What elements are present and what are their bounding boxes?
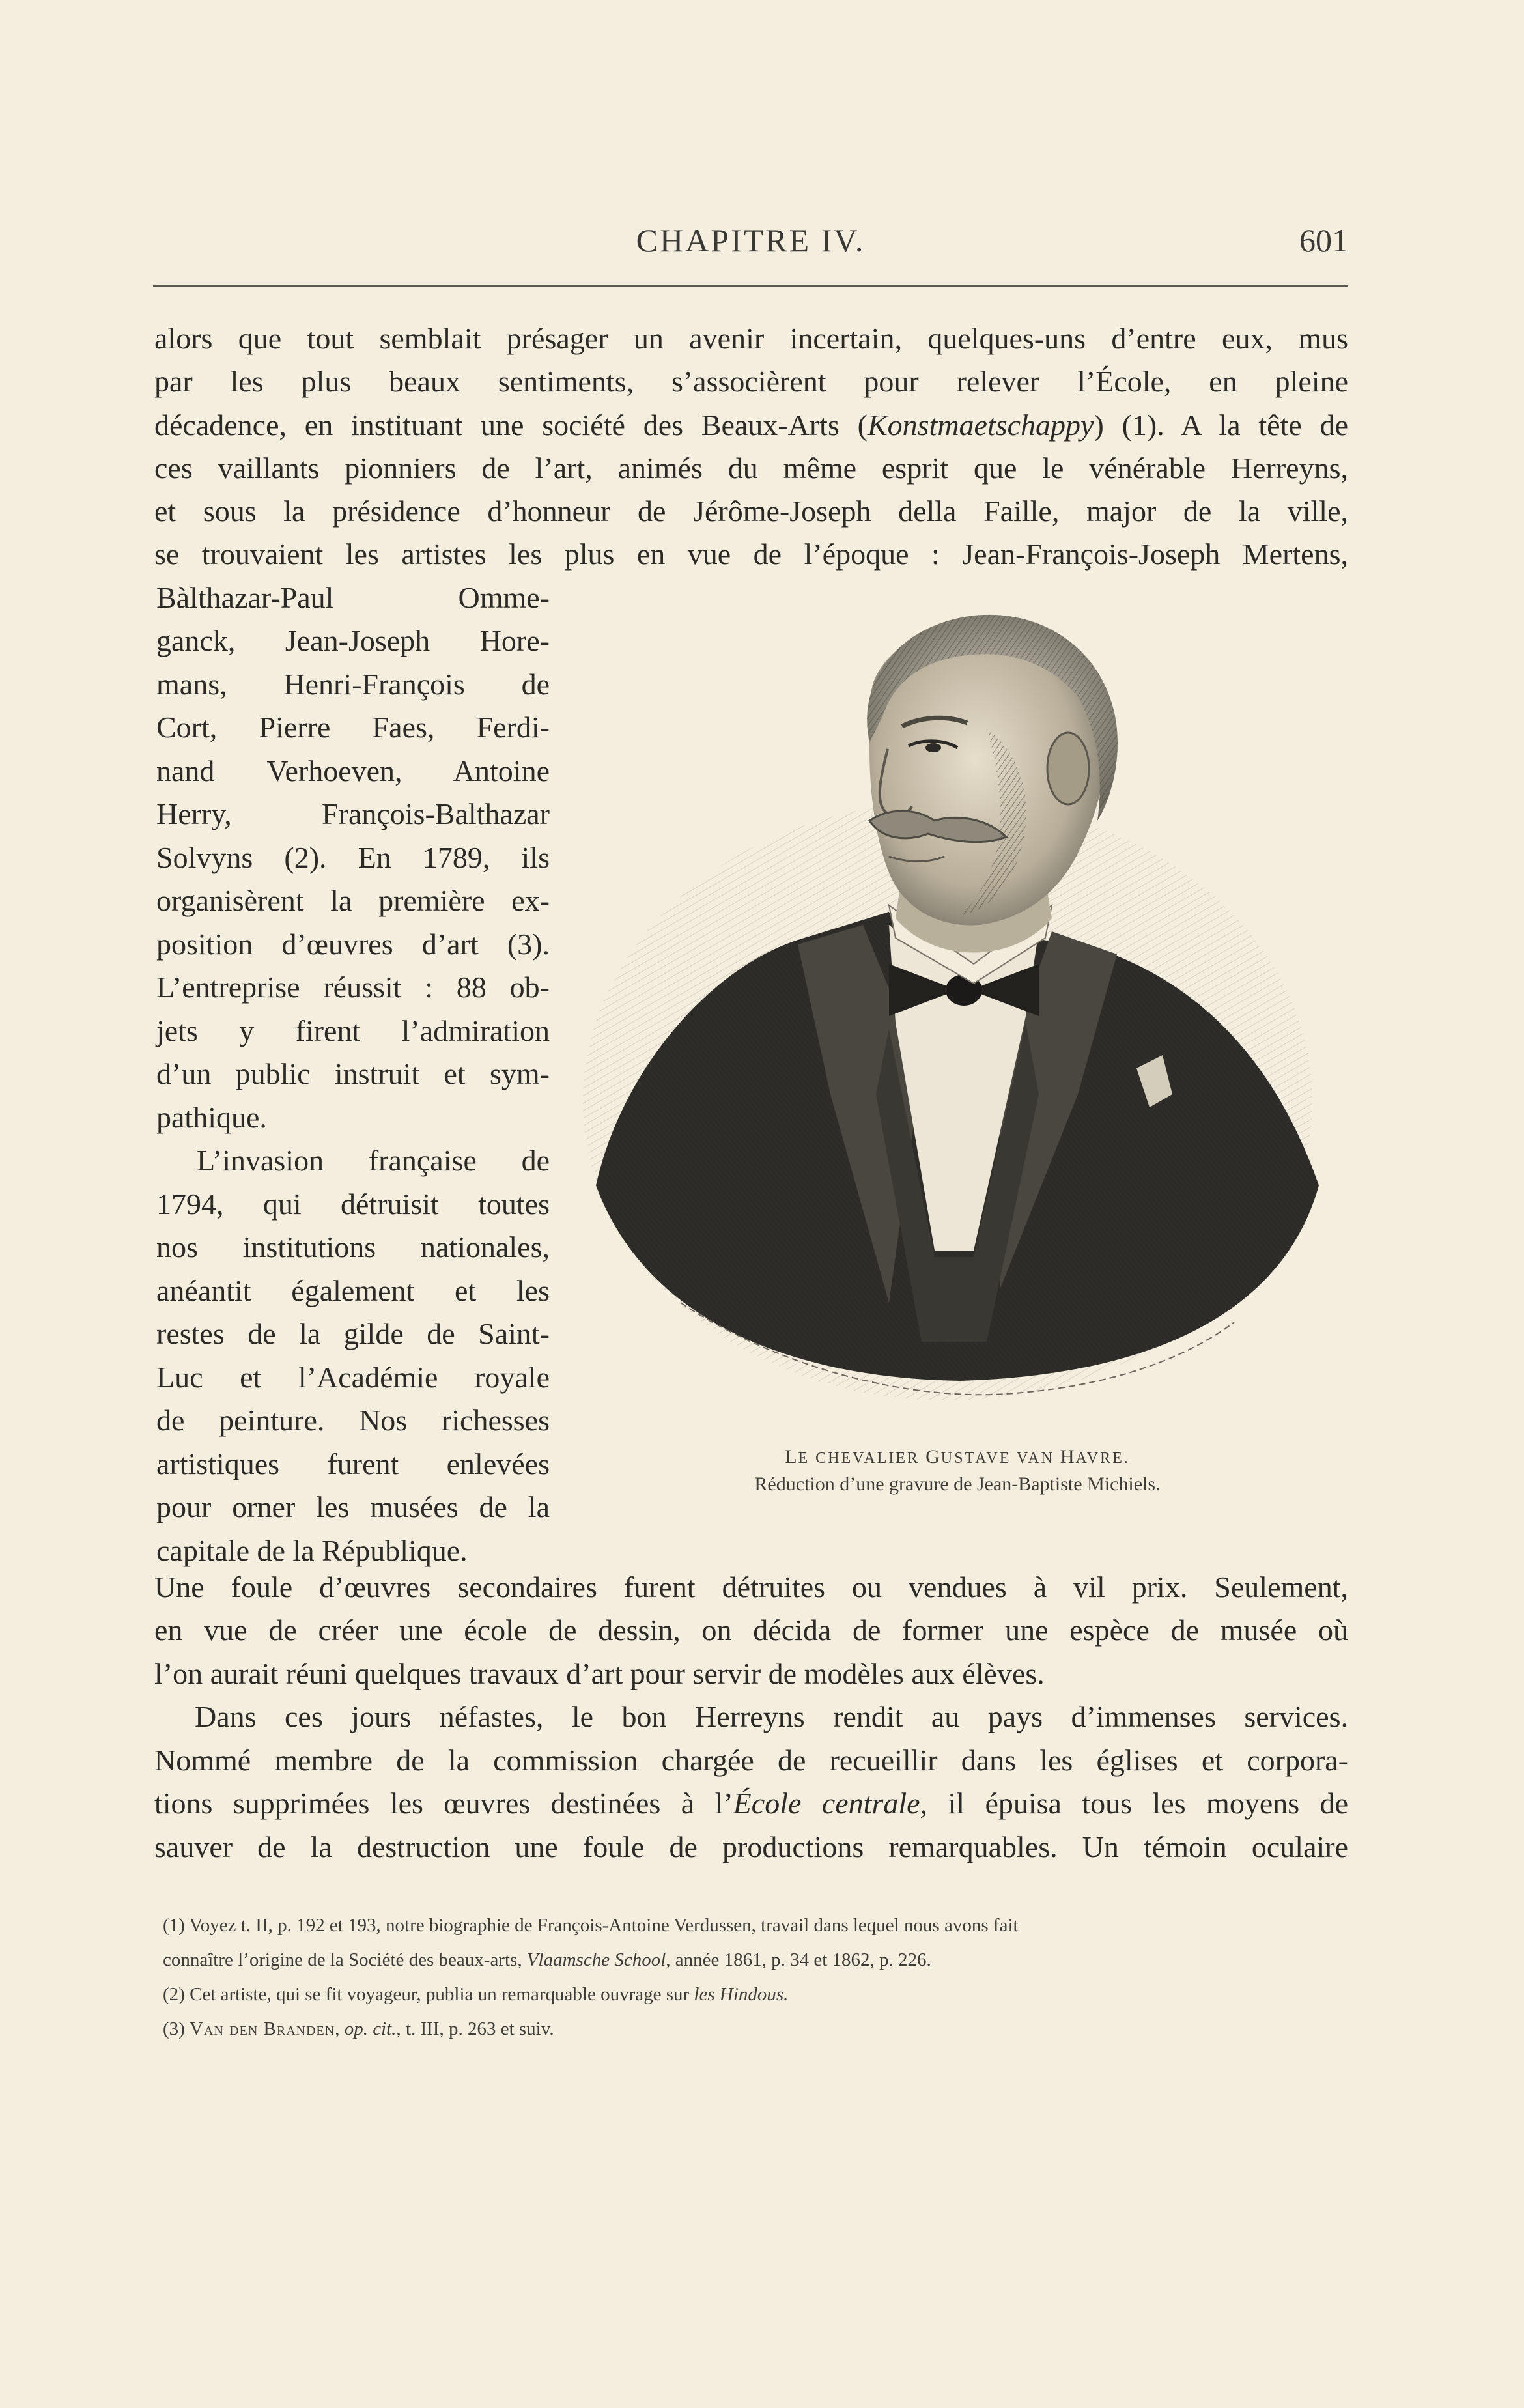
column-line: 1794, qui détruisit toutes <box>156 1187 550 1221</box>
column-line: Herry, François-Balthazar <box>156 797 550 830</box>
body-line: l’on aurait réuni quelques travaux d’art pour servir de modèles aux élèves. <box>154 1657 1045 1690</box>
column-line: organisèrent la première ex- <box>156 884 550 917</box>
body-line: par les plus beaux sentiments, s’associèrent pour relever l’École, en pleine <box>154 365 1348 398</box>
body-line: se trouvaient les artistes les plus en vue de l’époque : Jean-François-Joseph Mertens, <box>154 537 1348 571</box>
column-line: pathique. <box>156 1101 267 1134</box>
running-head <box>153 221 1348 267</box>
column-line: d’un public instruit et sym- <box>156 1057 550 1090</box>
column-line: Bàlthazar-Paul Omme- <box>156 581 550 614</box>
portrait-engraving <box>583 599 1338 1413</box>
figure-caption-subtitle: Réduction d’une gravure de Jean-Baptiste Michiels. <box>754 1473 1161 1495</box>
column-line: ganck, Jean-Joseph Hore- <box>156 624 550 657</box>
footnote-1-line-2: connaître l’origine de la Société des beaux-arts, Vlaamsche School, année 1861, p. 34 et 1862, p. 226. <box>163 1949 931 1970</box>
body-line: Dans ces jours néfastes, le bon Herreyns rendit au pays d’immenses services. <box>195 1700 1348 1733</box>
column-line: Solvyns (2). En 1789, ils <box>156 841 550 874</box>
column-line: nos institutions nationales, <box>156 1230 550 1264</box>
body-line: décadence, en instituant une société des Beaux-Arts (Konstmaetschappy) (1). A la tête de <box>154 408 1348 442</box>
body-line: Nommé membre de la commission chargée de recueillir dans les églises et corpora- <box>154 1744 1348 1777</box>
column-line: Cort, Pierre Faes, Ferdi- <box>156 711 550 744</box>
column-line: jets y firent l’admiration <box>156 1014 550 1047</box>
column-line: restes de la gilde de Saint- <box>156 1317 550 1350</box>
italic-term: École centrale, <box>733 1787 928 1820</box>
body-line: sauver de la destruction une foule de productions remarquables. Un témoin oculaire <box>154 1830 1348 1863</box>
column-line: L’entreprise réussit : 88 ob- <box>156 970 550 1004</box>
column-line: capitale de la République. <box>156 1534 468 1567</box>
body-line: ces vaillants pionniers de l’art, animés du même esprit que le vénérable Herreyns, <box>154 451 1348 485</box>
column-line: de peinture. Nos richesses <box>156 1404 550 1437</box>
body-line: Une foule d’œuvres secondaires furent détruites ou vendues à vil prix. Seulement, <box>154 1570 1348 1604</box>
body-line: alors que tout semblait présager un avenir incertain, quelques-uns d’entre eux, mus <box>154 322 1348 355</box>
column-line: anéantit également et les <box>156 1274 550 1307</box>
figure-caption-title: LE CHEVALIER GUSTAVE VAN HAVRE. <box>785 1446 1130 1467</box>
column-line: pour orner les musées de la <box>156 1490 550 1523</box>
column-line: L’invasion française de <box>197 1144 550 1177</box>
chapter-title: CHAPITRE IV. <box>636 222 866 259</box>
body-line: en vue de créer une école de dessin, on décida de former une espèce de musée où <box>154 1613 1348 1647</box>
italic-term: Konstmaetschappy <box>867 408 1094 442</box>
header-rule <box>153 285 1348 287</box>
footnote-2: (2) Cet artiste, qui se fit voyageur, publia un remarquable ouvrage sur les Hindous. <box>163 1984 789 2005</box>
column-line: artistiques furent enlevées <box>156 1447 550 1480</box>
footnote-3: (3) Van den Branden, op. cit., t. III, p. 263 et suiv. <box>163 2018 554 2039</box>
column-line: position d’œuvres d’art (3). <box>156 928 550 961</box>
column-line: nand Verhoeven, Antoine <box>156 754 550 787</box>
body-line: tions supprimées les œuvres destinées à l’École centrale, il épuisa tous les moyens de <box>154 1787 1348 1820</box>
portrait-image <box>583 599 1338 1413</box>
column-line: mans, Henri-François de <box>156 668 550 701</box>
column-line: Luc et l’Académie royale <box>156 1361 550 1394</box>
page-number: 601 <box>1299 222 1348 259</box>
body-line: et sous la présidence d’honneur de Jérôme-Joseph della Faille, major de la ville, <box>154 494 1348 528</box>
footnote-1-line-1: (1) Voyez t. II, p. 192 et 193, notre biographie de François-Antoine Verdussen, travail dans lequel nous avons fait <box>163 1915 1019 1936</box>
